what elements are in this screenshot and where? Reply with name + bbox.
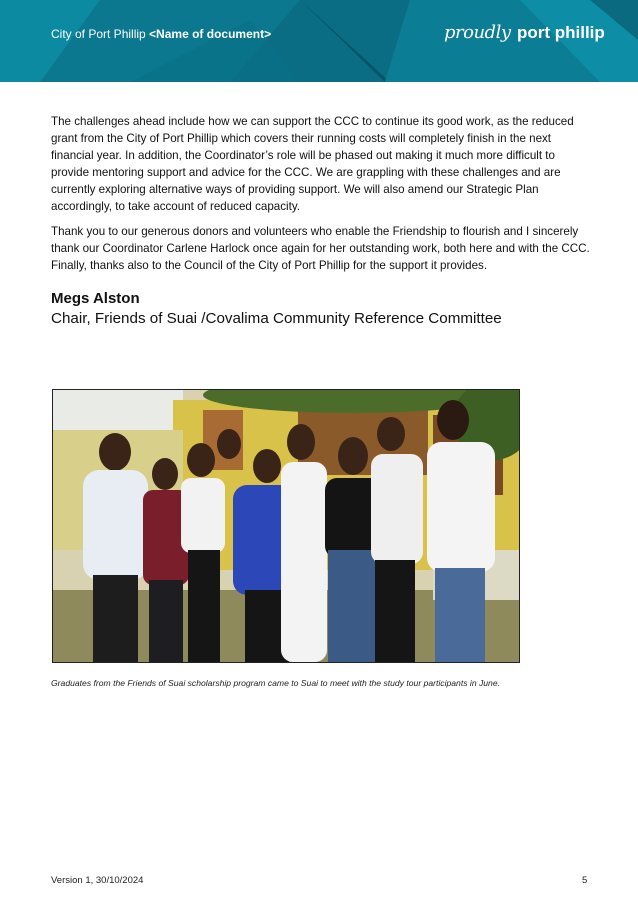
header-doc-name: <Name of document> [149, 27, 272, 41]
header-title [51, 27, 271, 41]
photo-caption: Graduates from the Friends of Suai scholarship program came to Suai to meet with the study tour participants in June. [51, 678, 501, 688]
signature-title: Chair, Friends of Suai /Covalima Community Reference Committee [51, 310, 502, 328]
footer-page-number: 5 [582, 875, 588, 886]
group-photo-image [53, 390, 519, 662]
signature-name: Megs Alston [51, 290, 140, 308]
body-paragraph-1: The challenges ahead include how we can support the CCC to continue its good work, as the reduced grant from the City of Port Phillip which covers their running costs will completely finish in the next financial year. In addition, the Coordinator’s role will be phased out making it much more difficult to provide mentoring support and advice for the CCC. We are grappling with these challenges and are currently exploring alternative ways of providing support. We will also amend our Strategic Plan accordingly, to take account of reduced capacity. [51, 115, 574, 213]
body-paragraph-2: Thank you to our generous donors and volunteers who enable the Friendship to flourish and I sincerely thank our Coordinator Carlene Harlock once again for her outstanding work, both here and with the CCC. Finally, thanks also to the Council of the City of Port Phillip for the support it provides. [51, 225, 590, 273]
brand-logo [444, 22, 605, 43]
brand-logo-script: proudly [444, 22, 511, 43]
header-org: City of Port Phillip [51, 27, 146, 41]
footer-version: Version 1, 30/10/2024 [51, 875, 144, 886]
page-header [0, 0, 638, 82]
brand-logo-text: port phillip [516, 23, 605, 42]
main-content [51, 114, 591, 329]
group-photo [52, 389, 520, 663]
